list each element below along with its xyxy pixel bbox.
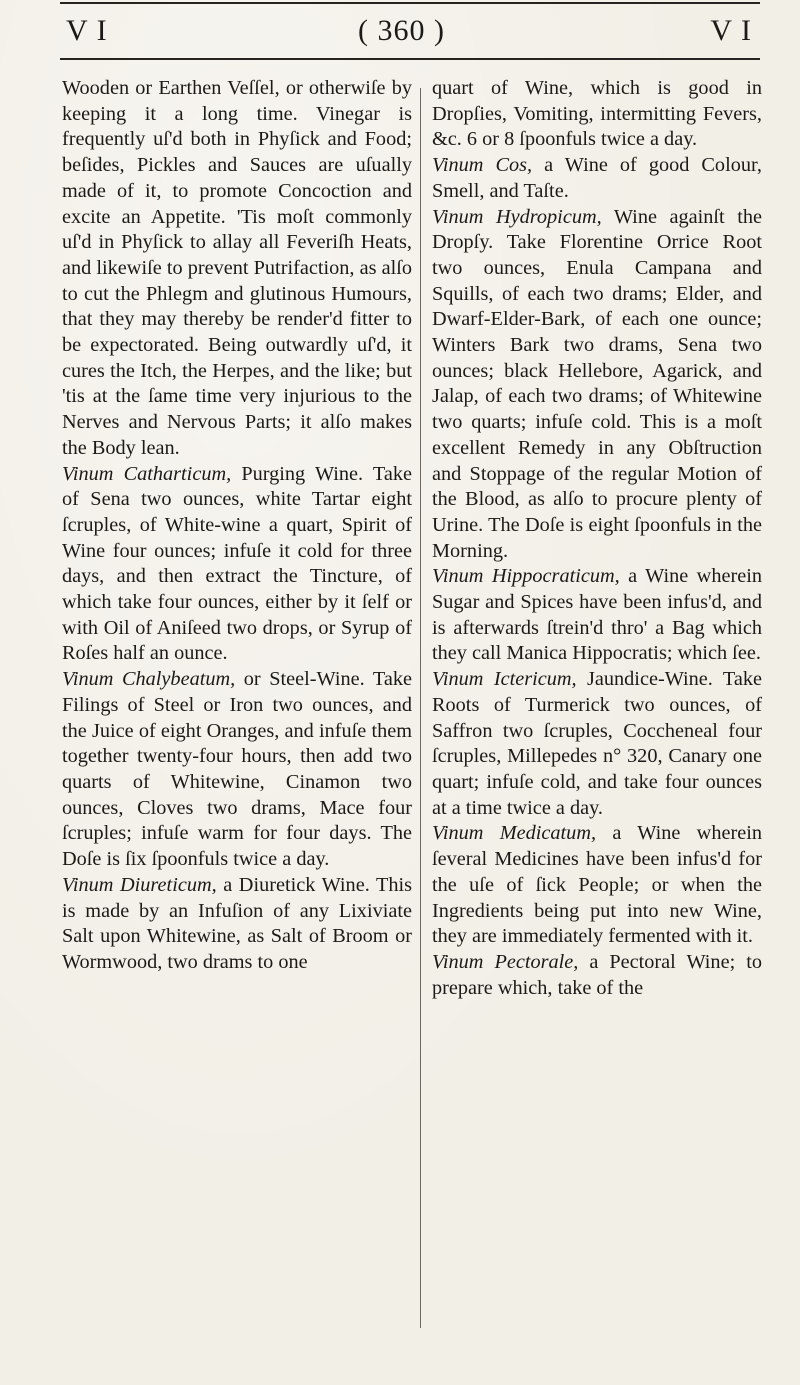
entry-headword: Vinum Pectorale, (432, 950, 579, 973)
entry-paragraph (432, 950, 762, 1001)
entry-paragraph (432, 205, 762, 565)
entry-headword: Vinum Catharticum, (62, 462, 232, 485)
entry-text: quart of Wine, which is good in Dropſies, Vomiting, intermitting Fevers, &c. 6 or 8 ſpoonfuls twice a day. (432, 77, 762, 151)
page-number: ( 360 ) (358, 14, 445, 47)
entry-text: Purging Wine. Take of Sena two ounces, white Tartar eight ſcruples, of White-wine a quart, Spirit of Wine four ounces; infuſe it cold for three days, and then extract the Tincture, of which take four ounces, either by it ſelf or with Oil of Aniſeed two drops, or Syrup of Roſes half an ounce. (62, 462, 412, 665)
entry-paragraph (62, 873, 412, 976)
entry-paragraph (62, 462, 412, 668)
running-head-left: V I (66, 14, 108, 47)
entry-text: a Wine wherein Sugar and Spices have been infus'd, and is afterwards ſtrein'd thro' a Bag which they call Manica Hippocratis; which ſee. (432, 565, 762, 665)
running-head-right: V I (710, 14, 752, 47)
entry-paragraph (432, 153, 762, 204)
column-divider (420, 88, 421, 1328)
entry-headword: Vinum Hydropicum, (432, 205, 602, 228)
entry-paragraph (432, 564, 762, 667)
entry-paragraph (432, 821, 762, 950)
entry-text: Wooden or Earthen Veſſel, or otherwiſe by keeping it a long time. Vinegar is frequently uſ'd both in Phyſick and Food; beſides, Pickles and Sauces are uſually made of it, to promote Concoction and excite an Appetite. 'Tis moſt commonly uſ'd in Phyſick to allay all Feveriſh Heats, and likewiſe to prevent Putrifaction, as alſo to cut the Phlegm and glutinous Humours, that they may thereby be render'd fitter to be expectorated. Being outwardly uſ'd, it cures the Itch, the Herpes, and the like; but 'tis at the ſame time very injurious to the Nerves and Nervous Parts; it alſo makes the Body lean. (62, 77, 412, 459)
entry-paragraph (62, 76, 412, 462)
page-header (60, 2, 760, 72)
entry-headword: Vinum Cos, (432, 154, 533, 177)
entry-headword: Vinum Medicatum, (432, 822, 597, 845)
entry-text: or Steel-Wine. Take Filings of Steel or Iron two ounces, and the Juice of eight Oranges, and infuſe them together twenty-four hours, then add two quarts of Whitewine, Cinamon two ounces, Cloves two drams, Mace four ſcruples; infuſe warm for four days. The Doſe is ſix ſpoonfuls twice a day. (62, 668, 412, 871)
entry-text: a Diuretick Wine. This is made by an Infuſion of any Lixiviate Salt upon Whitewine, as Salt of Broom or Wormwood, two drams to one (62, 873, 413, 973)
entry-text: Wine againſt the Dropſy. Take Florentine Orrice Root two ounces, Enula Campana and Squills, of each two drams; Elder, and Dwarf-Elder-Bark, of each one ounce; Winters Bark two drams, Sena two ounces; black Hellebore, Agarick, and Jalap, of each two drams; of Whitewine two quarts; infuſe cold. This is a moſt excellent Remedy in any Obſtruction and Stoppage of the regular Motion of the Blood, as alſo to procure plenty of Urine. The Doſe is eight ſpoonfuls in the Morning. (432, 205, 762, 562)
entry-text: a Wine wherein ſeveral Medicines have been infus'd for the uſe of ſick People; or when the Ingredients being put into new Wine, they are immediately fermented with it. (432, 822, 762, 948)
entry-paragraph (62, 667, 412, 873)
entry-paragraph (432, 667, 762, 821)
entry-headword: Vinum Chalybeatum, (62, 668, 236, 691)
entry-text: Jaundice-Wine. Take Roots of Turmerick two ounces, of Saffron two ſcruples, Coccheneal four ſcruples, Millepedes n° 320, Canary one quart; infuſe cold, and take four ounces at a time twice a day. (432, 668, 763, 819)
left-column (62, 76, 412, 1376)
entry-text: a Wine of good Colour, Smell, and Taſte. (432, 154, 762, 202)
entry-text: a Pectoral Wine; to prepare which, take of the (432, 950, 762, 999)
entry-headword: Vinum Diureticum, (62, 873, 217, 896)
entry-headword: Vinum Hippocraticum, (432, 565, 620, 588)
right-column (432, 76, 762, 1376)
header-rule (60, 58, 760, 60)
top-rule (60, 2, 760, 4)
entry-paragraph (432, 76, 762, 153)
entry-headword: Vinum Ictericum, (432, 668, 577, 691)
